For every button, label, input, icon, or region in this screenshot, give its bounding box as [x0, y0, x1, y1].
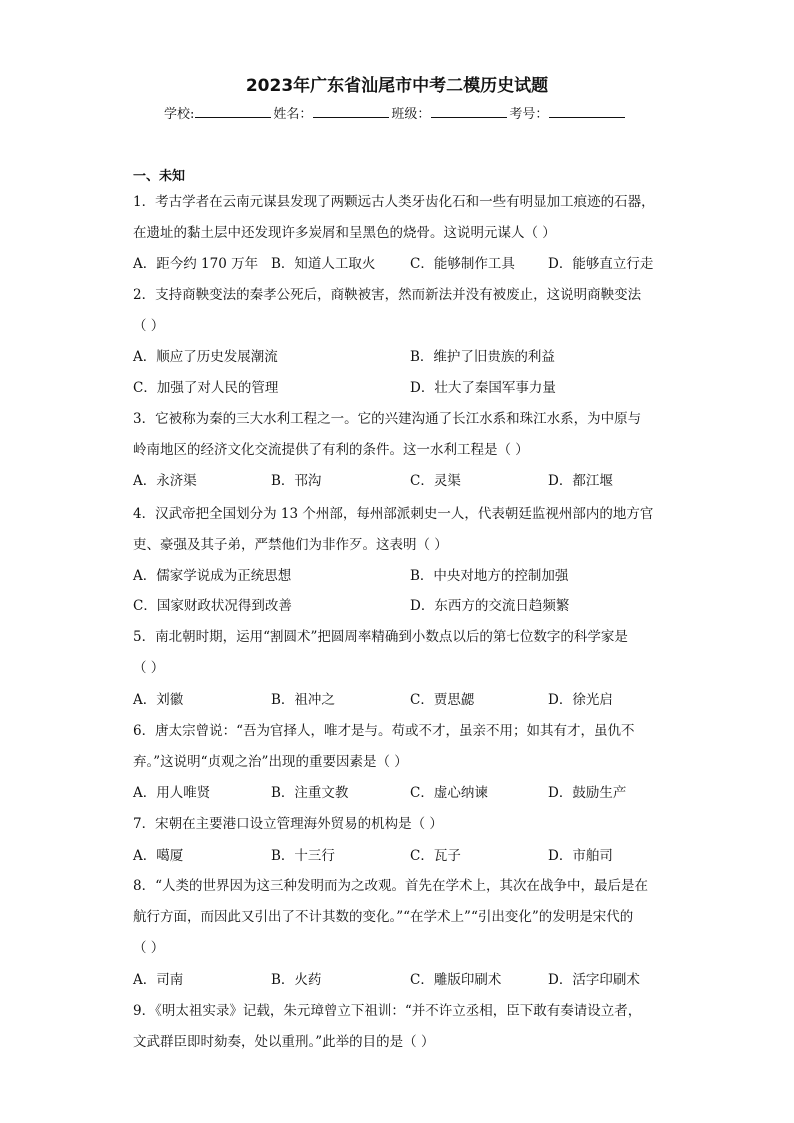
class-label: 班级： [391, 107, 431, 122]
question-line: 文武群臣即时劾奏，处以重刑。”此举的目的是（ ） [133, 1034, 435, 1050]
option-d[interactable]: D．能够直立行走 [548, 256, 654, 272]
question-line: 1．考古学者在云南元谋县发现了两颗远古人类牙齿化石和一些有明显加工痕迹的石器， [133, 194, 655, 210]
option-b[interactable]: B．维护了旧贵族的利益 [410, 349, 555, 365]
question-line: （ ） [133, 318, 165, 334]
school-blank[interactable] [195, 105, 271, 118]
option-d[interactable]: D．壮大了秦国军事力量 [410, 380, 556, 396]
option-b[interactable]: B．知道人工取火 [271, 256, 376, 272]
option-c[interactable]: C．灵渠 [410, 473, 461, 489]
section-heading: 一、未知 [133, 169, 186, 184]
question-line: 吏、豪强及其子弟，严禁他们为非作歹。这表明（ ） [133, 537, 448, 553]
id-blank[interactable] [549, 105, 625, 118]
option-a[interactable]: A．司南 [133, 972, 184, 988]
option-d[interactable]: D．徐光启 [548, 692, 613, 708]
option-a[interactable]: A．永济渠 [133, 473, 197, 489]
question-line: 2．支持商鞅变法的秦孝公死后，商鞅被害，然而新法并没有被废止，这说明商鞅变法 [133, 287, 642, 303]
option-d[interactable]: D．都江堰 [548, 473, 613, 489]
school-label: 学校: [164, 107, 195, 122]
option-a[interactable]: A．噶厦 [133, 848, 184, 864]
option-b[interactable]: B．中央对地方的控制加强 [410, 568, 569, 584]
option-c[interactable]: C．雕版印刷术 [410, 972, 502, 988]
option-a[interactable]: A．儒家学说成为正统思想 [133, 568, 292, 584]
option-c[interactable]: C．虚心纳谏 [410, 785, 488, 801]
option-d[interactable]: D．市舶司 [548, 848, 613, 864]
option-a[interactable]: A．距今约 170 万年 [133, 256, 259, 272]
option-c[interactable]: C．贾思勰 [410, 692, 475, 708]
id-label: 考号： [509, 107, 549, 122]
question-line: 4．汉武帝把全国划分为 13 个州部，每州部派刺史一人，代表朝廷监视州部内的地方官 [133, 506, 654, 522]
question-line: 在遗址的黏土层中还发现许多炭屑和呈黑色的烧骨。这说明元谋人（ ） [133, 225, 556, 241]
option-b[interactable]: B．火药 [271, 972, 322, 988]
page-title: 2023年广东省汕尾市中考二模历史试题 [245, 76, 549, 96]
option-a[interactable]: A．顺应了历史发展潮流 [133, 349, 278, 365]
question-line: 弃。”这说明“贞观之治”出现的重要因素是（ ） [133, 754, 408, 770]
question-line: （ ） [133, 940, 165, 956]
option-b[interactable]: B．注重文教 [271, 785, 349, 801]
option-b[interactable]: B．邗沟 [271, 473, 322, 489]
question-line: 6．唐太宗曾说：“吾为官择人，唯才是与。苟或不才，虽亲不用；如其有才，虽仇不 [133, 723, 635, 739]
option-d[interactable]: D．鼓励生产 [548, 785, 627, 801]
option-a[interactable]: A．用人唯贤 [133, 785, 211, 801]
question-line: 航行方面，而因此又引出了不计其数的变化。”“在学术上”“引出变化”的发明是宋代的 [133, 909, 634, 925]
option-c[interactable]: C．国家财政状况得到改善 [133, 598, 292, 614]
option-c[interactable]: C．加强了对人民的管理 [133, 380, 279, 396]
question-line: （ ） [133, 660, 165, 676]
question-line: 岭南地区的经济文化交流提供了有利的条件。这一水利工程是（ ） [133, 442, 529, 458]
student-info-row [164, 103, 627, 122]
option-c[interactable]: C．瓦子 [410, 848, 461, 864]
question-line: 3．它被称为秦的三大水利工程之一。它的兴建沟通了长江水系和珠江水系，为中原与 [133, 411, 642, 427]
question-line: 9．《明太祖实录》记载，朱元璋曾立下祖训：“并不许立丞相，臣下敢有奏请设立者， [133, 1003, 642, 1019]
option-d[interactable]: D．活字印刷术 [548, 972, 640, 988]
option-a[interactable]: A．刘徽 [133, 692, 184, 708]
option-c[interactable]: C．能够制作工具 [410, 256, 515, 272]
option-b[interactable]: B．十三行 [271, 848, 335, 864]
option-d[interactable]: D．东西方的交流日趋频繁 [410, 598, 570, 614]
name-label: 姓名： [273, 107, 313, 122]
question-line: 7．宋朝在主要港口设立管理海外贸易的机构是（ ） [133, 816, 443, 832]
name-blank[interactable] [313, 105, 389, 118]
question-line: 5．南北朝时期，运用“割圆术”把圆周率精确到小数点以后的第七位数字的科学家是 [133, 629, 628, 645]
class-blank[interactable] [431, 105, 507, 118]
option-b[interactable]: B．祖冲之 [271, 692, 335, 708]
question-line: 8．“人类的世界因为这三种发明而为之改观。首先在学术上，其次在战争中，最后是在 [133, 878, 648, 894]
